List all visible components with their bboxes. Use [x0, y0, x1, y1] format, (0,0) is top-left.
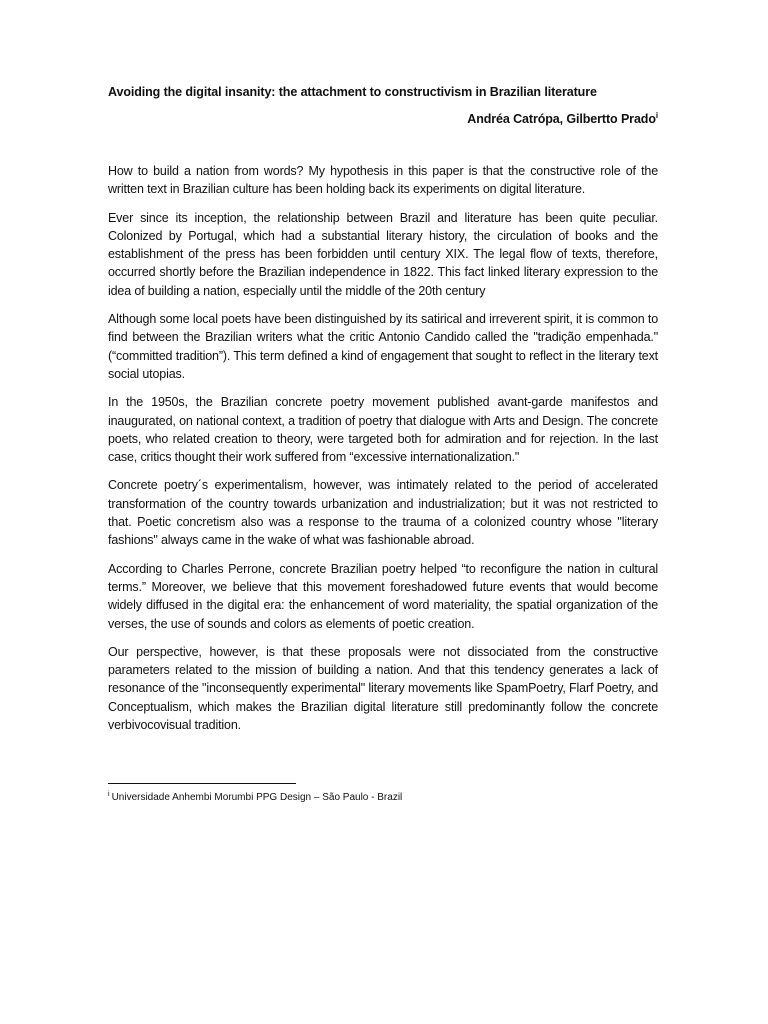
paragraph-6: According to Charles Perrone, concrete Brazilian poetry helped “to reconfigure the nation in cultural terms.” Moreover, we believe that this movement foreshadowed future events that would become widely diffused in the digital era: the enhancement of word materiality, the spatial organization of the verses, the use of sounds and colors as elements of poetic creation.: [108, 561, 658, 631]
paragraph-7: Our perspective, however, is that these proposals were not dissociated from the constructive parameters related to the mission of building a nation. And that this tendency generates a lack of resonance of the "inconsequently experimental" literary movements like SpamPoetry, Flarf Poetry, and Conceptualism, which makes the Brazilian digital literature still predominantly follow the concrete verbivocovisual tradition.: [108, 644, 658, 733]
paragraph-2: Ever since its inception, the relationship between Brazil and literature has been quite peculiar. Colonized by Portugal, which had a substantial literary history, the circulation of books and the establishment of the press has been forbidden until century XIX. The legal flow of texts, therefore, occurred shortly before the Brazilian independence in 1822. This fact linked literary expression to the idea of building a nation, especially until the middle of the 20th century: [108, 210, 658, 298]
footnote-divider: [108, 783, 296, 784]
paragraph-1: How to build a nation from words? My hypothesis in this paper is that the constructive role of the written text in Brazilian culture has been holding back its experiments on digital literature.: [108, 164, 658, 197]
document-body: [108, 162, 658, 734]
author-names: Andréa Catrópa, Gilbertto Prado: [467, 112, 656, 126]
author-footnote-marker: i: [655, 110, 658, 120]
paragraph-5: Concrete poetry´s experimentalism, however, was intimately related to the period of accelerated transformation of the country towards urbanization and industrialization; but it was not restricted to that. Poetic concretism also was a response to the trauma of a colonized country whose "literary fashions" always came in the wake of what was fashionable abroad.: [108, 478, 658, 548]
footnote-text: Universidade Anhembi Morumbi PPG Design – São Paulo - Brazil: [111, 792, 403, 803]
document-authors: [108, 111, 658, 128]
document-title: Avoiding the digital insanity: the attachment to constructivism in Brazilian literature: [108, 85, 597, 99]
document-page: [108, 84, 658, 744]
footnote-marker: i: [108, 790, 110, 798]
footnote: [108, 791, 658, 805]
paragraph-4: In the 1950s, the Brazilian concrete poetry movement published avant-garde manifestos and inaugurated, on national context, a tradition of poetry that dialogue with Arts and Design. The concrete poets, who related creation to theory, were targeted both for admiration and for rejection. In the last case, critics thought their work suffered from “excessive internationalization.": [108, 395, 658, 465]
paragraph-3: Although some local poets have been distinguished by its satirical and irreverent spirit, it is common to find between the Brazilian writers what the critic Antonio Candido called the "tradição empenhada." (“committed tradition”). This term defined a kind of engagement that sought to reflect in the literary text social utopias.: [108, 312, 658, 381]
